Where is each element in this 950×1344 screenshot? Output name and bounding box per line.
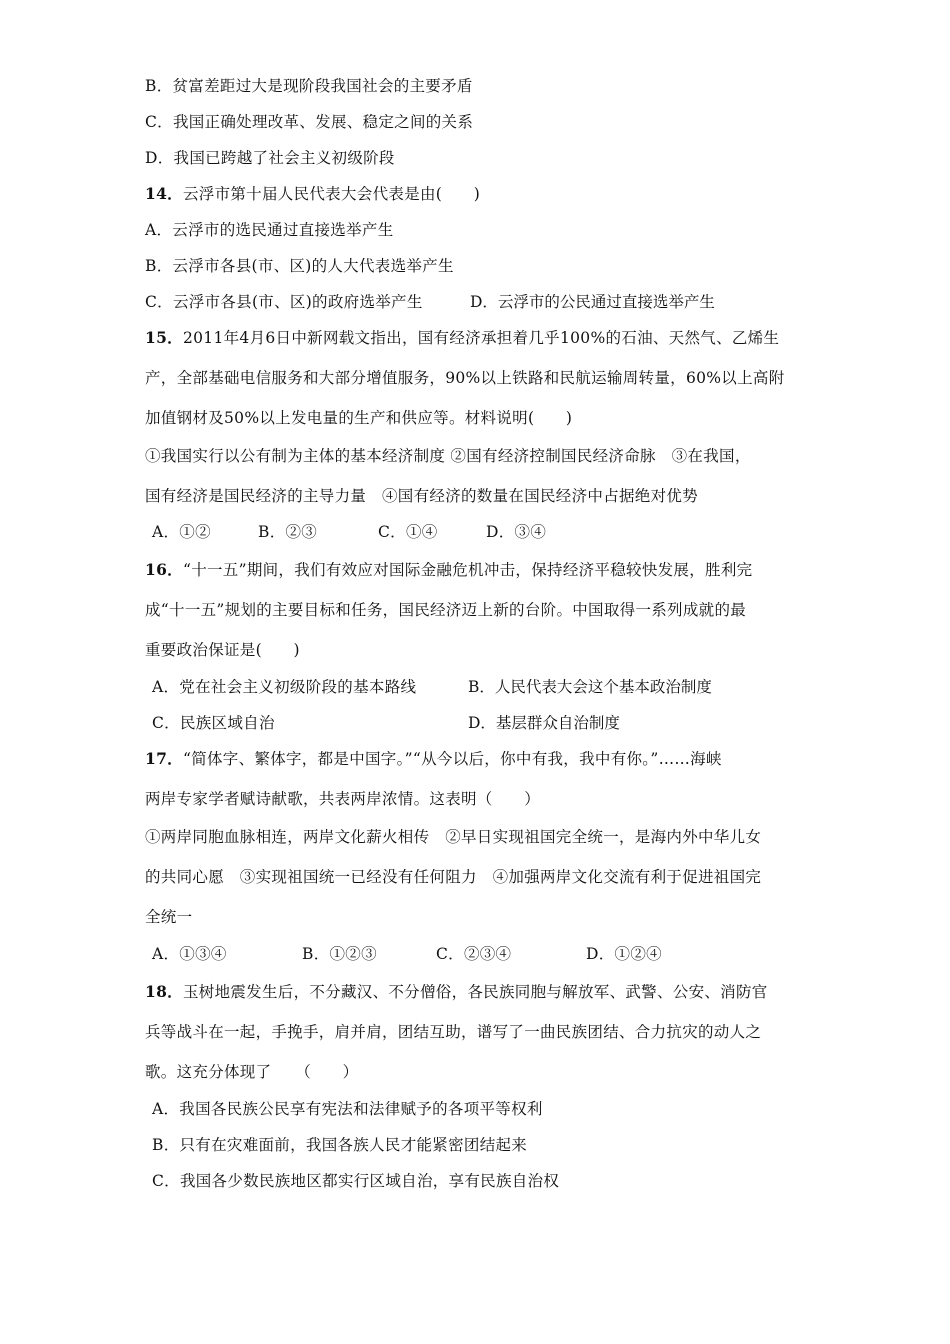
q14-option-c: C．云浮市各县(市、区)的政府选举产生 xyxy=(145,293,423,311)
q17-option-a: A．①③④ xyxy=(152,945,227,963)
q17-items-line-1: ①两岸同胞血脉相连，两岸文化薪火相传 ②早日实现祖国完全统一，是海内外中华儿女 xyxy=(145,828,762,846)
q16-number: 16． xyxy=(145,560,183,579)
q16-option-c: C．民族区域自治 xyxy=(152,714,275,732)
q16-stem-line-3: 重要政治保证是( ) xyxy=(145,641,300,659)
q15-items-line-2: 国有经济是国民经济的主导力量 ④国有经济的数量在国民经济中占据绝对优势 xyxy=(145,487,699,505)
q17-stem-line-2: 两岸专家学者赋诗献歌，共表两岸浓情。这表明（ ） xyxy=(145,790,541,808)
q15-option-c: C．①④ xyxy=(378,523,438,541)
q15-stem-line-2: 产，全部基础电信服务和大部分增值服务，90%以上铁路和民航运输周转量，60%以上高附 xyxy=(145,369,785,387)
q17-stem-line-1 xyxy=(145,749,722,769)
q15-option-b: B．②③ xyxy=(258,523,318,541)
q15-stem-text-1: 2011年4月6日中新网载文指出，国有经济承担着几乎100%的石油、天然气、乙烯生 xyxy=(182,329,780,347)
q18-stem-line-1 xyxy=(145,982,768,1002)
q16-stem-line-2: 成“十一五”规划的主要目标和任务，国民经济迈上新的台阶。中国取得一系列成就的最 xyxy=(145,601,747,619)
q15-option-d: D．③④ xyxy=(486,523,547,541)
q18-option-c: C．我国各少数民族地区都实行区域自治，享有民族自治权 xyxy=(152,1172,560,1190)
q16-stem-text-1: “十一五”期间，我们有效应对国际金融危机冲击，保持经济平稳较快发展，胜利完 xyxy=(182,561,753,579)
q15-stem-line-1 xyxy=(145,328,779,348)
q17-option-d: D．①②④ xyxy=(586,945,662,963)
q17-stem-text-1: “简体字、繁体字，都是中国字。”“从今以后，你中有我，我中有你。”……海峡 xyxy=(182,750,722,768)
q16-option-b: B．人民代表大会这个基本政治制度 xyxy=(468,678,712,696)
q18-stem-text-1: 玉树地震发生后，不分藏汉、不分僧俗，各民族同胞与解放军、武警、公安、消防官 xyxy=(182,983,768,1001)
q16-option-d: D．基层群众自治制度 xyxy=(468,714,620,732)
q16-stem-line-1 xyxy=(145,560,752,580)
q16-option-a: A．党在社会主义初级阶段的基本路线 xyxy=(152,678,417,696)
q17-options xyxy=(152,944,662,964)
q18-stem-line-3: 歌。这充分体现了 （ ） xyxy=(145,1063,359,1081)
q17-number: 17． xyxy=(145,749,183,768)
q14-stem xyxy=(145,184,480,204)
q14-option-b: B．云浮市各县(市、区)的人大代表选举产生 xyxy=(145,257,454,275)
q18-option-a: A．我国各民族公民享有宪法和法律赋予的各项平等权利 xyxy=(152,1100,543,1118)
q18-option-b: B．只有在灾难面前，我国各族人民才能紧密团结起来 xyxy=(152,1136,528,1154)
q13-option-d: D．我国已跨越了社会主义初级阶段 xyxy=(145,149,395,167)
q15-number: 15． xyxy=(145,328,183,347)
q17-items-line-2: 的共同心愿 ③实现祖国统一已经没有任何阻力 ④加强两岸文化交流有利于促进祖国完 xyxy=(145,868,762,886)
q18-stem-line-2: 兵等战斗在一起，手挽手，肩并肩，团结互助，谱写了一曲民族团结、合力抗灾的动人之 xyxy=(145,1023,762,1041)
q13-option-b: B．贫富差距过大是现阶段我国社会的主要矛盾 xyxy=(145,77,473,95)
q15-items-line-1: ①我国实行以公有制为主体的基本经济制度 ②国有经济控制国民经济命脉 ③在我国， xyxy=(145,447,751,465)
q17-option-b: B．①②③ xyxy=(302,945,377,963)
q13-option-c: C．我国正确处理改革、发展、稳定之间的关系 xyxy=(145,113,474,131)
q15-stem-line-3: 加值钢材及50%以上发电量的生产和供应等。材料说明( ) xyxy=(145,409,573,427)
q15-options xyxy=(152,522,546,542)
q17-items-line-3: 全统一 xyxy=(145,908,193,926)
q14-option-a: A．云浮市的选民通过直接选举产生 xyxy=(145,221,394,239)
q15-option-a: A．①② xyxy=(152,523,211,541)
q14-stem-text: 云浮市第十届人民代表大会代表是由( ) xyxy=(182,185,481,203)
q17-option-c: C．②③④ xyxy=(436,945,512,963)
q18-number: 18． xyxy=(145,982,183,1001)
q14-number: 14． xyxy=(145,184,183,203)
q14-option-d: D．云浮市的公民通过直接选举产生 xyxy=(470,293,715,311)
